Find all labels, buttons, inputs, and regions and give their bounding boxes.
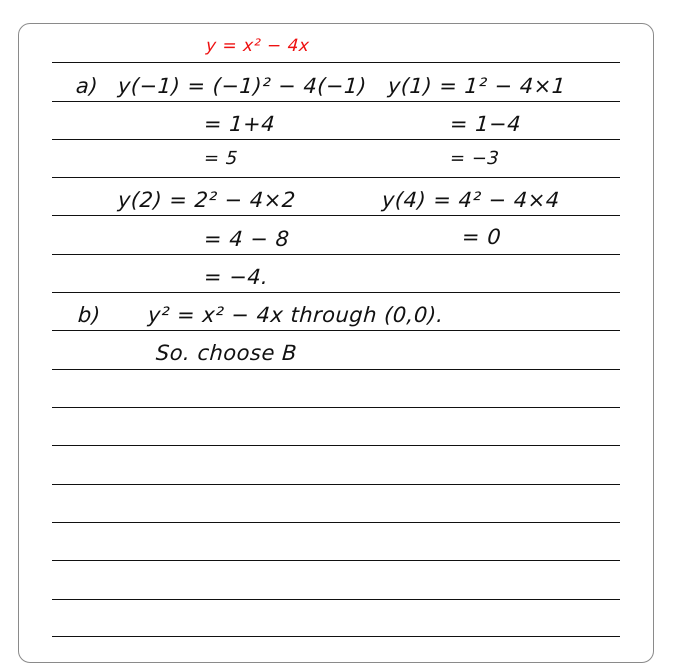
ruled-line [52, 599, 620, 600]
ruled-line [52, 484, 620, 485]
part-b-conclusion: So. choose B [155, 341, 298, 365]
neg1-result: = 5 [203, 148, 239, 169]
eval-1-line: y(1) = 1² − 4×1 [387, 74, 567, 98]
part-a-label: a) [75, 74, 99, 98]
two-step1: = 4 − 8 [203, 227, 291, 251]
one-step1: = 1−4 [449, 112, 522, 136]
ruled-line [52, 62, 620, 63]
neg1-step1: = 1+4 [203, 112, 276, 136]
ruled-line [52, 177, 620, 178]
ruled-line [52, 254, 620, 255]
ruled-line [52, 330, 620, 331]
ruled-line [52, 560, 620, 561]
notebook-sheet [18, 23, 654, 663]
ruled-line [52, 522, 620, 523]
one-result: = −3 [449, 148, 501, 169]
ruled-line [52, 636, 620, 637]
eval-2-line: y(2) = 2² − 4×2 [117, 188, 297, 212]
ruled-line [52, 369, 620, 370]
eval-4-line: y(4) = 4² − 4×4 [381, 188, 561, 212]
ruled-line [52, 407, 620, 408]
four-result: = 0 [461, 225, 503, 249]
ruled-line [52, 101, 620, 102]
ruled-line [52, 445, 620, 446]
part-b-label: b) [77, 303, 102, 327]
ruled-line [52, 292, 620, 293]
part-b-statement: y² = x² − 4x through (0,0). [147, 303, 445, 327]
given-function: y = x² − 4x [205, 36, 311, 56]
ruled-line [52, 215, 620, 216]
eval-neg1-line: y(−1) = (−1)² − 4(−1) [117, 74, 368, 98]
ruled-line [52, 139, 620, 140]
two-result: = −4. [203, 265, 270, 289]
